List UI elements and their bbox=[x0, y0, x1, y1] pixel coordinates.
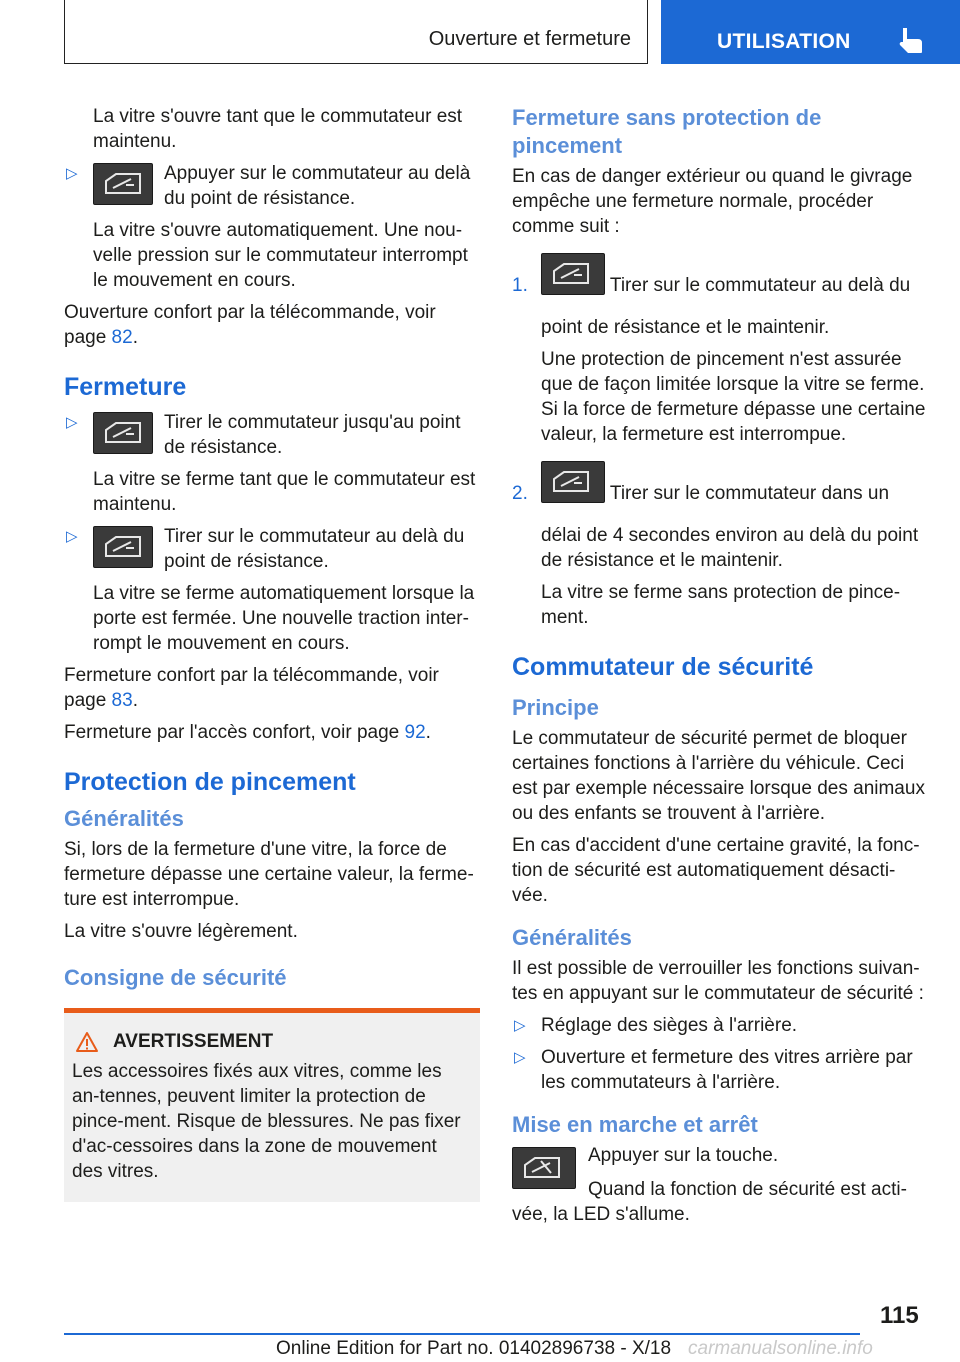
right-column bbox=[512, 104, 928, 1227]
paragraph: La vitre se ferme sans protection de pince-ment. bbox=[541, 582, 901, 628]
window-switch-icon bbox=[93, 163, 153, 205]
page-number: 115 bbox=[880, 1302, 919, 1329]
list-item bbox=[64, 161, 480, 211]
paragraph: La vitre s'ouvre tant que le commutateur est maintenu. bbox=[93, 106, 463, 152]
paragraph bbox=[64, 663, 480, 713]
numbered-step bbox=[512, 461, 928, 571]
list-item bbox=[64, 410, 480, 460]
child-lock-switch-icon bbox=[512, 1147, 576, 1189]
window-switch-icon bbox=[93, 412, 153, 454]
footer-divider bbox=[64, 1333, 860, 1335]
header-chapter-title: UTILISATION bbox=[717, 30, 851, 53]
step-text: Tirer sur le commutateur au delà du point de résistance et le maintenir. bbox=[541, 275, 911, 338]
paragraph: La vitre s'ouvre automatiquement. Une nou-velle pression sur le commutateur interrompt le mouvement en cours. bbox=[93, 220, 468, 291]
warning-triangle-icon bbox=[75, 1031, 99, 1053]
paragraph: La vitre se ferme tant que le commutateur est maintenu. bbox=[93, 469, 476, 515]
step-text: Tirer sur le commutateur dans un délai de 4 secondes environ au delà du point de résistance et le maintenir. bbox=[541, 483, 919, 571]
list-item-text: Réglage des sièges à l'arrière. bbox=[541, 1015, 798, 1036]
heading-commutateur: Commutateur de sécurité bbox=[512, 653, 814, 681]
paragraph bbox=[64, 720, 480, 745]
header-chapter-tab[interactable] bbox=[661, 0, 960, 64]
heading-generalites: Généralités bbox=[512, 925, 632, 950]
page-link[interactable]: 82 bbox=[111, 327, 133, 348]
window-switch-icon bbox=[93, 526, 153, 568]
warning-box bbox=[64, 1008, 480, 1202]
step-number: 2. bbox=[512, 483, 528, 504]
heading-consigne: Consigne de sécurité bbox=[64, 965, 287, 990]
paragraph bbox=[64, 300, 480, 350]
paragraph: Si, lors de la fermeture d'une vitre, la force de fermeture dépasse une certaine valeur, la ferme-ture est interrompue. bbox=[64, 839, 474, 910]
page-link[interactable]: 92 bbox=[404, 722, 426, 743]
list-item bbox=[64, 524, 480, 574]
heading-mise-en-marche: Mise en marche et arrêt bbox=[512, 1112, 758, 1137]
header-section-title: Ouverture et fermeture bbox=[428, 28, 631, 50]
bullet-triangle-icon: ▷ bbox=[66, 528, 78, 545]
paragraph: En cas de danger extérieur ou quand le givrage empêche une fermeture normale, procéder comme suit : bbox=[512, 166, 913, 237]
bullet-triangle-icon: ▷ bbox=[514, 1049, 526, 1066]
list-item bbox=[512, 1045, 928, 1095]
paragraph-text: Ouverture confort par la télécommande, voir page bbox=[64, 302, 436, 348]
bullet-triangle-icon: ▷ bbox=[66, 165, 78, 182]
list-item-text: Appuyer sur le commutateur au delà du point de résistance. bbox=[164, 163, 471, 209]
paragraph: Quand la fonction de sécurité est acti-vée, la LED s'allume. bbox=[512, 1179, 907, 1225]
list-item-text: Ouverture et fermeture des vitres arrière par les commutateurs à l'arrière. bbox=[541, 1047, 913, 1093]
heading-generalites: Généralités bbox=[64, 806, 184, 831]
paragraph-text: Fermeture par l'accès confort, voir page bbox=[64, 722, 405, 743]
heading-sans-protection: Fermeture sans protection de pincement bbox=[512, 105, 822, 158]
warning-text: Les accessoires fixés aux vitres, comme les an-tennes, peuvent limiter la protection de pince-ment. Risque de blessures. Ne pas fixer d'ac-cessoires dans la zone de mouvement des vitres. bbox=[72, 1061, 461, 1182]
bullet-triangle-icon: ▷ bbox=[66, 414, 78, 431]
warning-title-text: AVERTISSEMENT bbox=[113, 1031, 274, 1052]
paragraph: La vitre se ferme automatiquement lorsque la porte est fermée. Une nouvelle traction inter-rompt le mouvement en cours. bbox=[93, 583, 475, 654]
period: . bbox=[132, 327, 138, 348]
paragraph: Une protection de pincement n'est assurée que de façon limitée lorsque la vitre se ferme. Si la force de fermeture dépasse une certaine valeur, la fermeture est interrompue. bbox=[541, 349, 926, 445]
paragraph: Le commutateur de sécurité permet de bloquer certaines fonctions à l'arrière du véhicule. Ceci est par exemple nécessaire lorsque des animaux ou des enfants se trouvent à l'arrière. bbox=[512, 728, 925, 824]
paragraph: En cas d'accident d'une certaine gravité, la fonc-tion de sécurité est automatiquement désacti-vée. bbox=[512, 835, 920, 906]
pointing-hand-icon bbox=[897, 26, 923, 54]
period: . bbox=[425, 722, 431, 743]
bullet-triangle-icon: ▷ bbox=[514, 1017, 526, 1034]
heading-protection: Protection de pincement bbox=[64, 768, 356, 796]
paragraph: La vitre s'ouvre légèrement. bbox=[64, 921, 298, 942]
header-section-box bbox=[64, 0, 648, 64]
footer-edition: Online Edition for Part no. 01402896738 - X/18 bbox=[276, 1338, 672, 1359]
left-column bbox=[64, 104, 480, 1202]
heading-principe: Principe bbox=[512, 695, 599, 720]
paragraph-text: Fermeture confort par la télécommande, voir page bbox=[64, 665, 439, 711]
page-link[interactable]: 83 bbox=[111, 690, 133, 711]
warning-title bbox=[72, 1029, 472, 1055]
period: . bbox=[132, 690, 138, 711]
heading-fermeture: Fermeture bbox=[64, 373, 187, 401]
step-number: 1. bbox=[512, 275, 528, 296]
paragraph: Appuyer sur la touche. bbox=[588, 1145, 779, 1166]
list-item bbox=[512, 1013, 928, 1038]
watermark: carmanualsonline.info bbox=[688, 1338, 873, 1359]
window-switch-icon bbox=[541, 461, 605, 503]
list-item-text: Tirer sur le commutateur au delà du point de résistance. bbox=[164, 526, 465, 572]
window-switch-icon bbox=[541, 253, 605, 295]
paragraph: Il est possible de verrouiller les fonctions suivan-tes en appuyant sur le commutateur de sécurité : bbox=[512, 958, 924, 1004]
list-item-text: Tirer le commutateur jusqu'au point de résistance. bbox=[164, 412, 461, 458]
numbered-step bbox=[512, 253, 928, 338]
